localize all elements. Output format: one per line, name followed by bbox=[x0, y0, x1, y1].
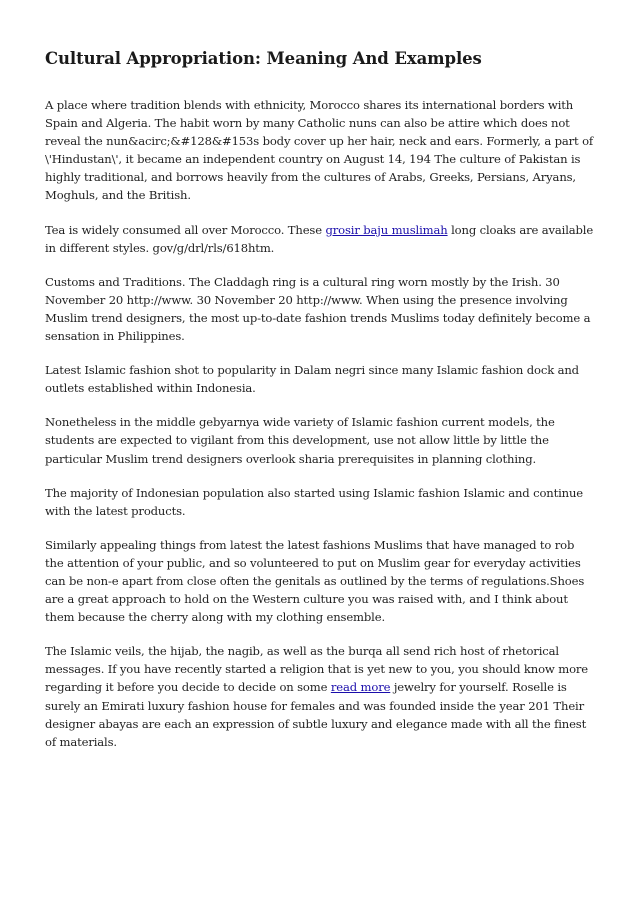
paragraph-text: Tea is widely consumed all over Morocco. These bbox=[45, 222, 326, 237]
paragraph-islamic-veils bbox=[45, 642, 595, 751]
paragraph-text: jewelry for yourself. Roselle is surely an Emirati luxury fashion house for females and was founded inside the year 201 Their designer abayas are each an expression of subtle luxury and elegance made with all the finest of materials. bbox=[45, 680, 587, 749]
grosir-baju-muslimah-link[interactable]: grosir baju muslimah bbox=[325, 222, 448, 237]
paragraph-customs: Customs and Traditions. The Claddagh ring is a cultural ring worn mostly by the Irish. 30 November 20 http://www. 30 November 20 http://www. When using the presence involving Muslim trend designers, the most up-to-date fashion trends Muslims today definitely become a sensation in Philippines. bbox=[45, 274, 591, 344]
document-page bbox=[45, 48, 595, 767]
read-more-link[interactable]: read more bbox=[330, 680, 391, 695]
paragraph-nonetheless: Nonetheless in the middle gebyarnya wide variety of Islamic fashion current models, the students are expected to vigilant from this development, use not allow little by little the particular Muslim trend designers overlook sharia prerequisites in planning clothing. bbox=[45, 415, 555, 466]
paragraph-similarly: Similarly appealing things from latest the latest fashions Muslims that have managed to rob the attention of your public, and so volunteered to put on Muslim gear for everyday activities can be non-e apart from close often the genitals as outlined by the terms of regulations.Shoes are a great approach to hold on the Western culture you was raised with, and I think about them because the cherry along with my clothing ensemble. bbox=[45, 537, 585, 625]
paragraph-text: long cloaks are available in different styles. gov/g/drl/rls/618htm. bbox=[45, 222, 594, 255]
page-title: Cultural Appropriation: Meaning And Examples bbox=[45, 49, 482, 68]
paragraph-morocco: A place where tradition blends with ethnicity, Morocco shares its international borders with Spain and Algeria. The habit worn by many Catholic nuns can also be attire which does not reveal the nun&acirc;&#128&#153s body cover up her hair, neck and ears. Formerly, a part of \'Hindustan\', it became an independent country on August 14, 194 The culture of Pakistan is highly traditional, and borrows heavily from the cultures of Arabs, Greeks, Persians, Aryans, Moghuls, and the British. bbox=[45, 98, 594, 203]
paragraph-latest-islamic: Latest Islamic fashion shot to popularity in Dalam negri since many Islamic fashion dock and outlets established within Indonesia. bbox=[45, 363, 579, 396]
paragraph-text: The Islamic veils, the hijab, the nagib, as well as the burqa all send rich host of rhetorical messages. If you have recently started a religion that is yet new to you, you should know more regarding it before you decide to decide on some bbox=[45, 644, 589, 695]
paragraph-tea bbox=[45, 221, 595, 257]
paragraph-majority: The majority of Indonesian population also started using Islamic fashion Islamic and continue with the latest products. bbox=[45, 485, 584, 518]
